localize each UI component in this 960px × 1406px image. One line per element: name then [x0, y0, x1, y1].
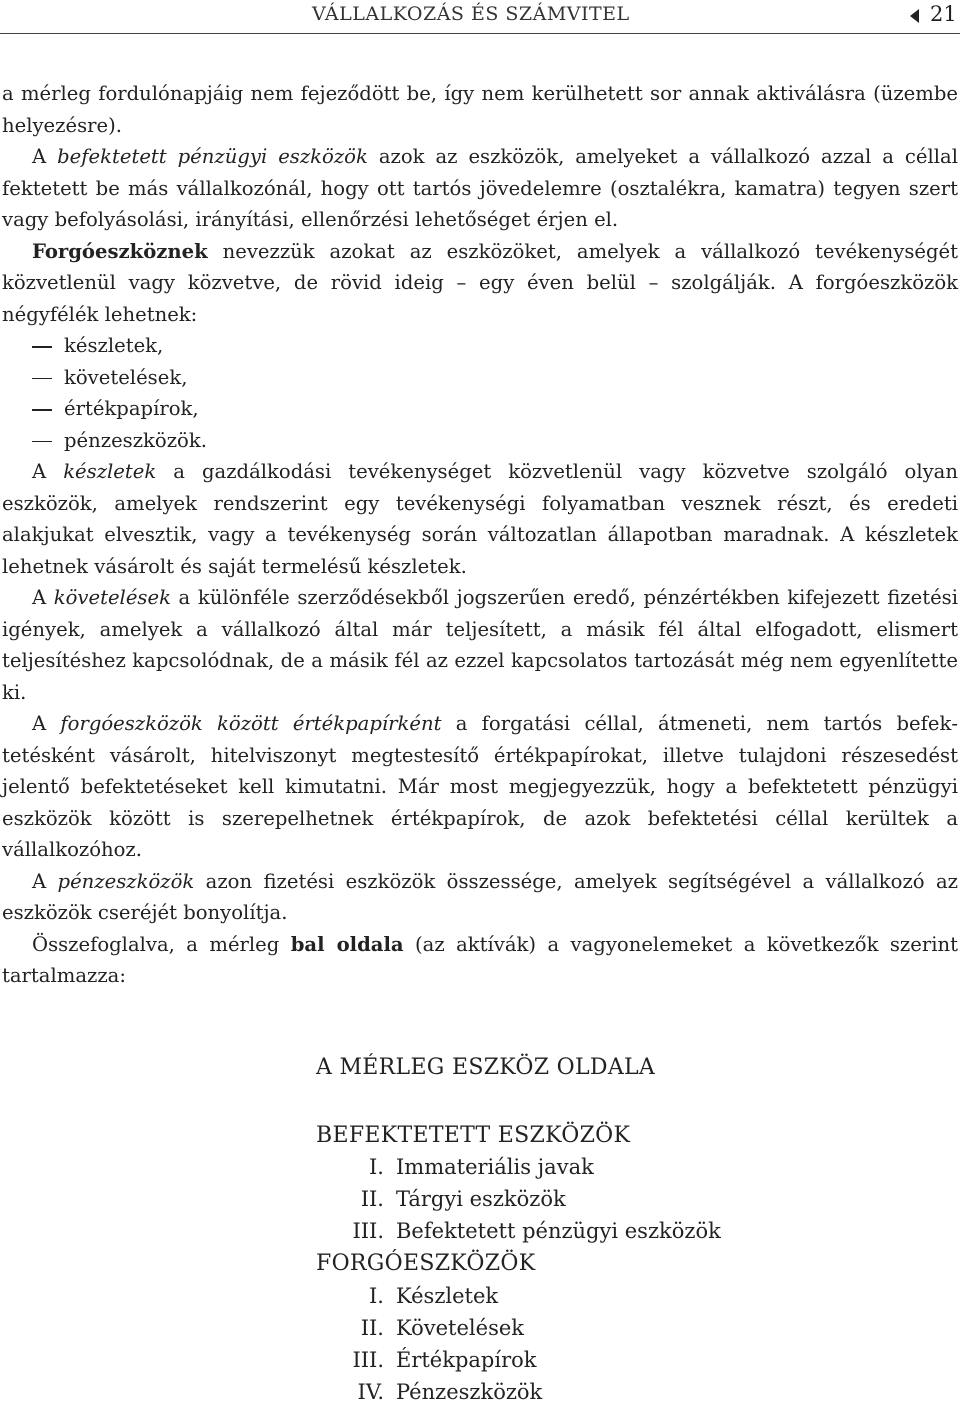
- paragraph-continued: a mérleg fordulónapjáig nem fejeződött be, így nem kerülhetett sor annak aktiválásra (üzembe helyezésre).: [2, 82, 958, 137]
- page-number: 21: [930, 2, 957, 26]
- list-item: készletek,: [2, 330, 958, 362]
- roman-numeral: III.: [352, 1219, 384, 1243]
- item-label: Tárgyi eszközök: [396, 1187, 566, 1211]
- list-item: követelések,: [2, 362, 958, 394]
- roman-numeral: II.: [360, 1187, 384, 1211]
- page-arrow-icon: [910, 9, 919, 23]
- paragraph-befektetett: A befektetett pénzügyi eszközök azok az eszközök, amelyeket a vállalkozó azzal a céllal fektetett be más vállalkozónál, hogy ott tartós jövedelemre (osztalékra, kamatra) tegyen szert vagy befolyásolási, irányítási, ellenőrzési lehetőséget érjen el.: [2, 145, 958, 231]
- body-text: [2, 78, 958, 992]
- item-label: Pénzeszközök: [396, 1380, 543, 1404]
- term-ertekpapir: forgóeszközök között értékpapírként: [60, 712, 442, 735]
- item-label: Immateriális javak: [396, 1155, 594, 1179]
- item-label: Értékpapírok: [396, 1348, 537, 1372]
- item-label: Befektetett pénzügyi eszközök: [396, 1219, 721, 1243]
- roman-numeral: IV.: [357, 1380, 384, 1404]
- term-penzeszkoz: pénzeszközök: [57, 869, 195, 893]
- header-title: VÁLLALKOZÁS ÉS SZÁMVITEL: [312, 3, 630, 25]
- item-label: Követelések: [396, 1316, 524, 1340]
- term-keszletek: készletek: [63, 460, 157, 483]
- running-header: [0, 0, 960, 34]
- item-label: Készletek: [396, 1284, 499, 1308]
- term-befektetett: befektetett pénzügyi eszközök: [57, 145, 368, 168]
- paragraph-osszefoglalva: Összefoglalva, a mérleg bal oldala (az aktívák) a vagyonelemeket a következők szerint tartalmazza:: [2, 932, 958, 987]
- roman-numeral: I.: [369, 1284, 384, 1308]
- paragraph-kovetelesek: A követelések a különféle szerződésekből jogszerűen eredő, pénzértékben kifejezett fizetési igények, amelyek a vállalkozó által már teljesített, a másik fél által elfogadott, elismert teljesítéshez kapcsolódnak, de a másik fél az ezzel kapcsolatos tartozását még nem egyenlítette ki.: [2, 586, 958, 704]
- term-bal-oldala: bal oldala: [290, 932, 404, 956]
- header-rule: [0, 33, 960, 34]
- paragraph-keszletek: A készletek a gazdálkodási tevékenységet közvetlenül vagy közvetve szolgáló olyan eszközök, amelyek rendszerint egy tevékenységi folyamatban vesznek részt, és eredeti alakjukat elvesztik, vagy a tevékenység során változatlan állapotban maradnak. A készletek lehetnek vásárolt és saját termelésű készletek.: [2, 460, 958, 578]
- summary-title: A MÉRLEG ESZKÖZ OLDALA: [316, 1055, 656, 1080]
- paragraph-ertekpapir: A forgóeszközök között értékpapírként a forgatási céllal, átmeneti, nem tartós befektetésként vásárolt, hitelviszonyt megtestesítő értékpapírokat, illetve tulajdoni részesedést jelentő befektetéseket kell kimutatni. Már most megjegyezzük, hogy a befektetett pénzügyi eszközök között is szerepelhetnek értékpapírok, de azok befektetési céllal kerültek a vállalkozóhoz.: [2, 712, 958, 861]
- roman-numeral: II.: [360, 1316, 384, 1340]
- group-heading: FORGÓESZKÖZÖK: [316, 1251, 536, 1276]
- paragraph-penzeszkoz: A pénzeszközök azon fizetési eszközök összessége, amelyek segítségével a vállalkozó az eszközök cseréjét bonyolítja.: [2, 869, 958, 924]
- term-forgoeszkoz: Forgóeszköznek: [32, 239, 208, 263]
- roman-numeral: I.: [369, 1155, 384, 1179]
- term-kovetelesek: követelések: [53, 586, 171, 609]
- list-item: pénzeszközök.: [2, 425, 958, 457]
- forgoeszkoz-list: [2, 330, 958, 456]
- paragraph-forgoeszkoz: Forgóeszköznek nevezzük azokat az eszközöket, amelyek a vállalkozó tevékenységét közvetlenül vagy közvetve, de rövid ideig – egy éven belül – szolgálják. A forgóeszközök négyfélék lehetnek:: [2, 239, 958, 326]
- roman-numeral: III.: [352, 1348, 384, 1372]
- group-heading: BEFEKTETETT ESZKÖZÖK: [316, 1123, 631, 1148]
- list-item: értékpapírok,: [2, 393, 958, 425]
